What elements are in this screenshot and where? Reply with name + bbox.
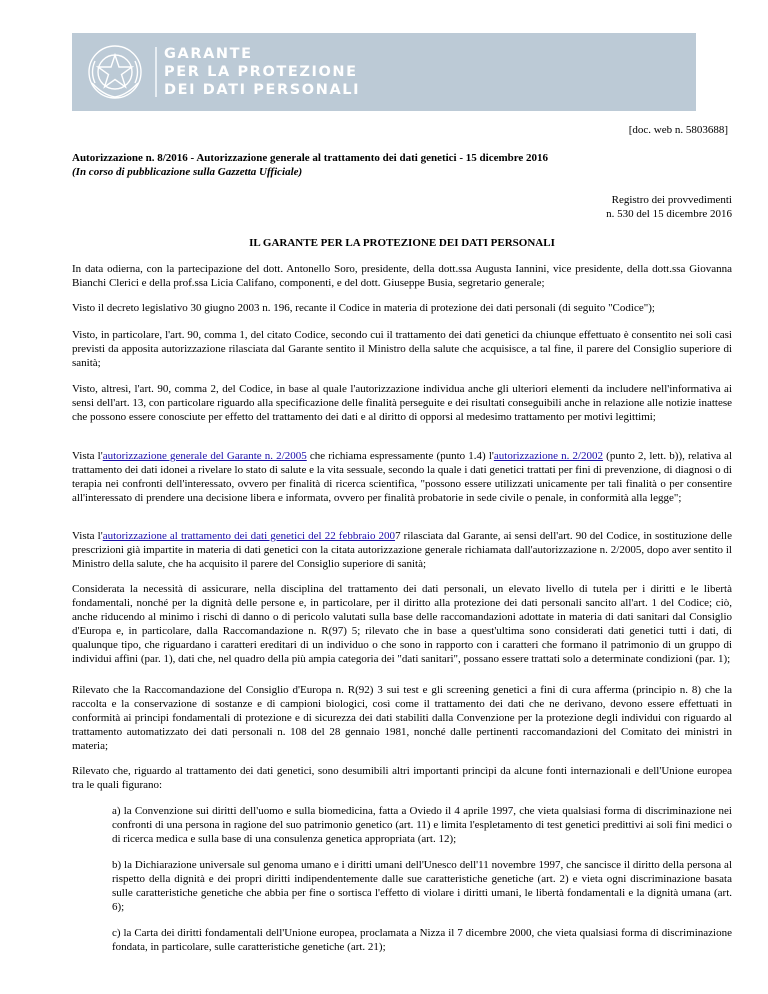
list-item-unesco: b) la Dichiarazione universale sul genoma umano e i diritti umani dell'Unesco dell'11 novembre 1997, che sancisce il diritto della persona al rispetto della dignità e dei propri diritti indipendentemente dalle sue caratteristiche genetiche (art. 2) e vieta ogni discriminazione basata sulle caratteristiche genetiche che abbia per fine o sortisca l'effetto di violare i diritti umani, le libertà fondamentali e la dignità umana (art. 6); xyxy=(112,859,732,913)
paragraph-codice: Visto il decreto legislativo 30 giugno 2003 n. 196, recante il Codice in materia di protezione dei dati personali (di seguito "Codice"); xyxy=(72,302,655,314)
paragraph-text: che richiama espressamente (punto 1.4) l' xyxy=(306,450,494,462)
doc-reference: [doc. web n. 5803688] xyxy=(628,124,728,136)
brand-line-2: PER LA PROTEZIONE xyxy=(164,64,358,80)
paragraph-participants: In data odierna, con la partecipazione del dott. Antonello Soro, presidente, della dott.ssa Augusta Iannini, vice presidente, della dott.ssa Giovanna Bianchi Clerici e della prof.ssa Licia Califano, componenti, e del dott. Giuseppe Busia, segretario generale; xyxy=(72,263,732,289)
paragraph-autorizzazione-2005 xyxy=(72,449,732,505)
brand-line-1: GARANTE xyxy=(164,46,253,62)
paragraph-text: Vista l' xyxy=(72,450,103,462)
list-item-oviedo: a) la Convenzione sui diritti dell'uomo e sulla biomedicina, fatta a Oviedo il 4 aprile 1997, che vieta qualsiasi forma di discriminazione nei confronti di una persona in ragione del suo patrimonio genetico (art. 11) e limita l'espletamento di test genetici predittivi ai soli fini medici o di ricerca medica e sulla base di una consulenza genetica appropriata (art. 12); xyxy=(112,805,732,845)
registry-line-2: n. 530 del 15 dicembre 2016 xyxy=(606,208,732,220)
document-title: Autorizzazione n. 8/2016 - Autorizzazione generale al trattamento dei dati genetici - 15 dicembre 2016 xyxy=(72,152,549,164)
brand-name xyxy=(164,45,360,99)
garante-heading: IL GARANTE PER LA PROTEZIONE DEI DATI PERSONALI xyxy=(249,237,555,249)
header-divider xyxy=(155,47,157,97)
registry-info xyxy=(500,193,732,221)
paragraph-considerata: Considerata la necessità di assicurare, nella disciplina del trattamento dei dati personali, un elevato livello di tutela per i diritti e le libertà fondamentali, nonché per la dignità delle persone e, in particolare, per il diritto alla protezione dei dati personali sancito all'art. 1 del Codice; ciò, anche riducendo al minimo i rischi di danno o di pericolo valutati sulla base delle raccomandazioni adottate in materia di dati sanitari dal Consiglio d'Europa e, in particolare, dalla Raccomandazione n. R(97) 5; rilevato che in base a quest'ultima sono considerati dati genetici tutti i dati, di qualunque tipo, che riguardano i caratteri ereditari di un individuo o che sono in rapporto con i caratteri che formano il patrimonio di un gruppo di individui affini (par. 1), dati che, nel quadro della più ampia categoria dei "dati sanitari", possano essere trattati solo a determinate condizioni (par. 1); xyxy=(72,583,732,665)
paragraph-art90-comma1: Visto, in particolare, l'art. 90, comma 1, del citato Codice, secondo cui il trattamento dei dati genetici da chiunque effettuato è consentito nei soli casi previsti da apposita autorizzazione rilasciata dal Garante sentito il Ministro della salute che acquisisce, a tal fine, il parere del Consiglio superiore di sanità; xyxy=(72,329,732,369)
link-autorizzazione-2-2002[interactable]: autorizzazione n. 2/2002 xyxy=(493,450,604,462)
site-header xyxy=(72,33,696,111)
publication-note: (In corso di pubblicazione sulla Gazzetta Ufficiale) xyxy=(72,166,303,178)
link-autorizzazione-dati-genetici-2007[interactable]: autorizzazione al trattamento dei dati genetici del 22 febbraio 200 xyxy=(102,530,396,542)
paragraph-text: (punto 2, lett. b)), relativa al trattamento dei dati idonei a rivelare lo stato di salute e la vita sessuale, secondo la quale i dati genetici trattati per fini di prevenzione, di diagnosi o di terapia nei confronti dell'interessato, ovvero per finalità di ricerca scientifica, "possono essere utilizzati unicamente per tali finalità o per consentire all'interessato di prendere una decisione libera e informata, ovvero per finalità probatorie in sede civile o penale, in conformità alla legge"; xyxy=(72,450,732,504)
emblem-icon xyxy=(86,43,144,101)
paragraph-autorizzazione-2007 xyxy=(72,529,732,571)
paragraph-fonti-internazionali: Rilevato che, riguardo al trattamento dei dati genetici, sono desumibili altri importanti princìpi da alcune fonti internazionali e dell'Unione europea tra le quali figurano: xyxy=(72,765,732,791)
list-item-carta-nizza: c) la Carta dei diritti fondamentali dell'Unione europea, proclamata a Nizza il 7 dicembre 2000, che vieta qualsiasi forma di discriminazione fondata, in particolare, sulle caratteristiche genetiche (art. 21); xyxy=(112,927,732,953)
paragraph-art90-comma2: Visto, altresì, l'art. 90, comma 2, del Codice, in base al quale l'autorizzazione individua anche gli ulteriori elementi da includere nell'informativa ai sensi dell'art. 13, con particolare riguardo alla specificazione delle finalità perseguite e dei risultati conseguibili anche in relazione alle notizie inattese che possono essere conosciute per effetto del trattamento dei dati e al diritto di opporsi al medesimo trattamento per motivi legittimi; xyxy=(72,383,732,423)
registry-line-1: Registro dei provvedimenti xyxy=(611,194,732,206)
link-autorizzazione-2-2005[interactable]: autorizzazione generale del Garante n. 2/2005 xyxy=(102,450,307,462)
paragraph-raccomandazione-r92: Rilevato che la Raccomandazione del Consiglio d'Europa n. R(92) 3 sui test e gli screening genetici a fini di cura afferma (principio n. 8) che la raccolta e la conservazione di sostanze e di campioni biologici, così come il trattamento dei dati che ne derivano, devono essere effettuati in conformità ai principi fondamentali di protezione e di sicurezza dei dati stabiliti dalla Convenzione per la protezione degli individui con riguardo al trattamento automatizzato dei dati personali n. 108 del 28 gennaio 1981, nonché dalle pertinenti raccomandazioni del Comitato dei ministri in materia; xyxy=(72,684,732,752)
paragraph-text: 7 rilasciata dal Garante, ai sensi dell'art. 90 del Codice, in sostituzione delle prescrizioni già impartite in materia di dati genetici con la citata autorizzazione generale richiamata dall'autorizzazione n. 2/2005, dopo aver sentito il Ministro della salute, che ha acquisito il parere del Consiglio superiore di sanità; xyxy=(72,530,732,570)
brand-line-3: DEI DATI PERSONALI xyxy=(164,82,361,98)
paragraph-text: Vista l' xyxy=(72,530,103,542)
